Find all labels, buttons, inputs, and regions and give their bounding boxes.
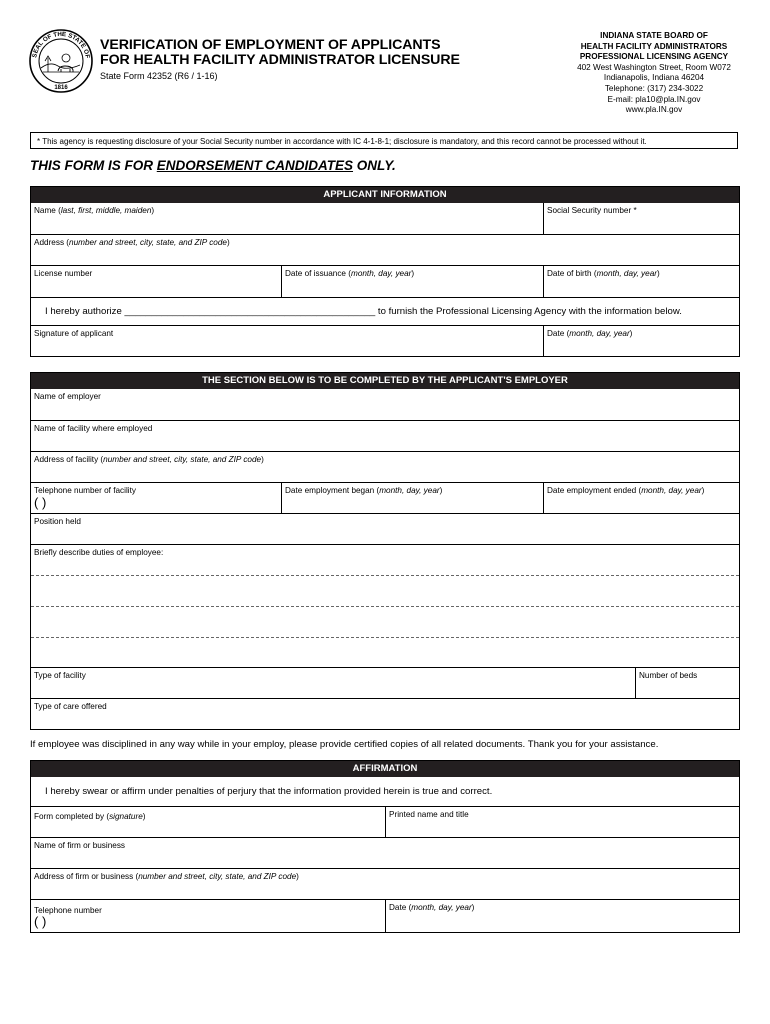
applicant-section bbox=[30, 186, 740, 357]
position-label: Position held bbox=[34, 517, 81, 526]
authorize-row[interactable] bbox=[31, 297, 739, 325]
endorsement-heading bbox=[30, 158, 396, 173]
beds-label: Number of beds bbox=[639, 671, 698, 680]
duties-line-4[interactable] bbox=[31, 637, 739, 667]
seal-icon bbox=[28, 28, 94, 94]
agency-block bbox=[560, 31, 748, 116]
state-seal bbox=[28, 28, 94, 94]
facility-type-label: Type of facility bbox=[34, 671, 86, 680]
form-title bbox=[100, 38, 460, 68]
ssn-field[interactable] bbox=[543, 203, 739, 234]
facility-phone-paren: ( ) bbox=[34, 495, 47, 510]
printed-name-field[interactable] bbox=[385, 807, 739, 837]
firm-phone-label: Telephone number bbox=[34, 906, 102, 915]
agency-web: www.pla.IN.gov bbox=[625, 105, 683, 115]
firm-phone-field[interactable] bbox=[31, 900, 385, 932]
firm-address-field[interactable] bbox=[31, 868, 739, 899]
endorse-suffix: ONLY. bbox=[353, 158, 396, 173]
duties-label: Briefly describe duties of employee: bbox=[34, 548, 164, 557]
firm-name-label: Name of firm or business bbox=[34, 841, 126, 850]
applicant-name-row bbox=[31, 203, 739, 234]
care-field[interactable] bbox=[31, 698, 739, 729]
facility-phone-label: Telephone number of facility bbox=[34, 486, 136, 495]
printed-name-label: Printed name and title bbox=[389, 810, 469, 819]
duties-field[interactable] bbox=[31, 544, 739, 575]
applicant-heading: APPLICANT INFORMATION bbox=[31, 187, 739, 203]
agency-email: E-mail: pla10@pla.IN.gov bbox=[607, 94, 701, 104]
applicant-signature-label: Signature of applicant bbox=[34, 329, 114, 338]
facility-name-field[interactable] bbox=[31, 420, 739, 451]
firm-address-label: Address of firm or business (number and street, city, state, and ZIP code) bbox=[34, 872, 299, 881]
affirmation-statement: I hereby swear or affirm under penalties of perjury that the information provided herein is true and correct. bbox=[45, 786, 493, 797]
employment-began-field[interactable] bbox=[281, 483, 543, 513]
employment-ended-field[interactable] bbox=[543, 483, 739, 513]
applicant-name-label: Name (last, first, middle, maiden) bbox=[34, 206, 155, 215]
authorize-statement: I hereby authorize _______________________________________________ to furnish the Professional Licensing Agency with the information below. bbox=[45, 306, 682, 317]
facility-phone-field[interactable] bbox=[31, 483, 281, 513]
care-label: Type of care offered bbox=[34, 702, 107, 711]
facility-contact-row bbox=[31, 482, 739, 513]
agency-line3: PROFESSIONAL LICENSING AGENCY bbox=[579, 52, 729, 62]
agency-address1: 402 West Washington Street, Room W072 bbox=[577, 62, 731, 72]
duties-line-3[interactable] bbox=[31, 606, 739, 637]
birth-date-label: Date of birth (month, day, year) bbox=[547, 269, 660, 278]
ssn-notice: * This agency is requesting disclosure of your Social Security number in accordance with IC 4-1-8-1; disclosure is mandatory, and this record cannot be processed without it. bbox=[30, 132, 738, 149]
agency-address2: Indianapolis, Indiana 46204 bbox=[603, 73, 705, 83]
firm-phone-paren: ( ) bbox=[34, 914, 47, 929]
applicant-address-row[interactable] bbox=[31, 234, 739, 265]
applicant-signature-row bbox=[31, 325, 739, 356]
affirmation-date-label: Date (month, day, year) bbox=[389, 903, 475, 912]
employer-heading: THE SECTION BELOW IS TO BE COMPLETED BY THE APPLICANT'S EMPLOYER bbox=[31, 373, 739, 389]
svg-text:1816: 1816 bbox=[54, 85, 68, 91]
agency-line2: HEALTH FACILITY ADMINISTRATORS bbox=[580, 41, 728, 51]
license-number-label: License number bbox=[34, 269, 93, 278]
facility-name-label: Name of facility where employed bbox=[34, 424, 153, 433]
beds-field[interactable] bbox=[635, 668, 739, 698]
employment-ended-label: Date employment ended (month, day, year) bbox=[547, 486, 705, 495]
affirmation-section bbox=[30, 760, 740, 933]
facility-type-row bbox=[31, 667, 739, 698]
license-number-field[interactable] bbox=[31, 266, 281, 297]
duties-line-2[interactable] bbox=[31, 575, 739, 606]
facility-type-field[interactable] bbox=[31, 668, 635, 698]
affirmation-statement-row bbox=[31, 777, 739, 806]
endorse-underlined: ENDORSEMENT CANDIDATES bbox=[156, 158, 354, 173]
form-title-line2: FOR HEALTH FACILITY ADMINISTRATOR LICENSURE bbox=[100, 52, 460, 68]
issuance-date-field[interactable] bbox=[281, 266, 543, 297]
applicant-address-label: Address (number and street, city, state, and ZIP code) bbox=[34, 238, 230, 247]
endorse-prefix: THIS FORM IS FOR bbox=[30, 158, 157, 173]
applicant-date-label: Date (month, day, year) bbox=[547, 329, 633, 338]
agency-line1: INDIANA STATE BOARD OF bbox=[600, 31, 708, 40]
applicant-name-field[interactable] bbox=[31, 203, 543, 234]
employer-section bbox=[30, 372, 740, 730]
issuance-date-label: Date of issuance (month, day, year) bbox=[285, 269, 415, 278]
facility-address-label: Address of facility (number and street, city, state, and ZIP code) bbox=[34, 455, 264, 464]
employer-name-field[interactable] bbox=[31, 389, 739, 420]
svg-text:SEAL OF THE STATE OF INDIANA: SEAL OF THE STATE OF bbox=[31, 30, 91, 59]
employment-began-label: Date employment began (month, day, year) bbox=[285, 486, 443, 495]
firm-contact-row bbox=[31, 899, 739, 932]
completed-by-row bbox=[31, 806, 739, 837]
affirmation-heading: AFFIRMATION bbox=[31, 761, 739, 777]
agency-phone: Telephone: (317) 234-3022 bbox=[604, 83, 704, 93]
completed-by-field[interactable] bbox=[31, 807, 385, 837]
ssn-label: Social Security number * bbox=[547, 206, 637, 215]
applicant-signature-field[interactable] bbox=[31, 326, 543, 356]
discipline-note: If employee was disciplined in any way while in your employ, please provide certified copies of all related documents. Thank you for your assistance. bbox=[30, 739, 659, 750]
affirmation-date-field[interactable] bbox=[385, 900, 739, 932]
birth-date-field[interactable] bbox=[543, 266, 739, 297]
applicant-date-field[interactable] bbox=[543, 326, 739, 356]
completed-by-label: Form completed by (signature) bbox=[34, 812, 146, 821]
license-row bbox=[31, 265, 739, 297]
facility-address-field[interactable] bbox=[31, 451, 739, 482]
form-title-line1: VERIFICATION OF EMPLOYMENT OF APPLICANTS bbox=[100, 37, 441, 53]
form-number: State Form 42352 (R6 / 1-16) bbox=[100, 71, 218, 81]
position-field[interactable] bbox=[31, 513, 739, 544]
employer-name-label: Name of employer bbox=[34, 392, 101, 401]
firm-name-field[interactable] bbox=[31, 837, 739, 868]
